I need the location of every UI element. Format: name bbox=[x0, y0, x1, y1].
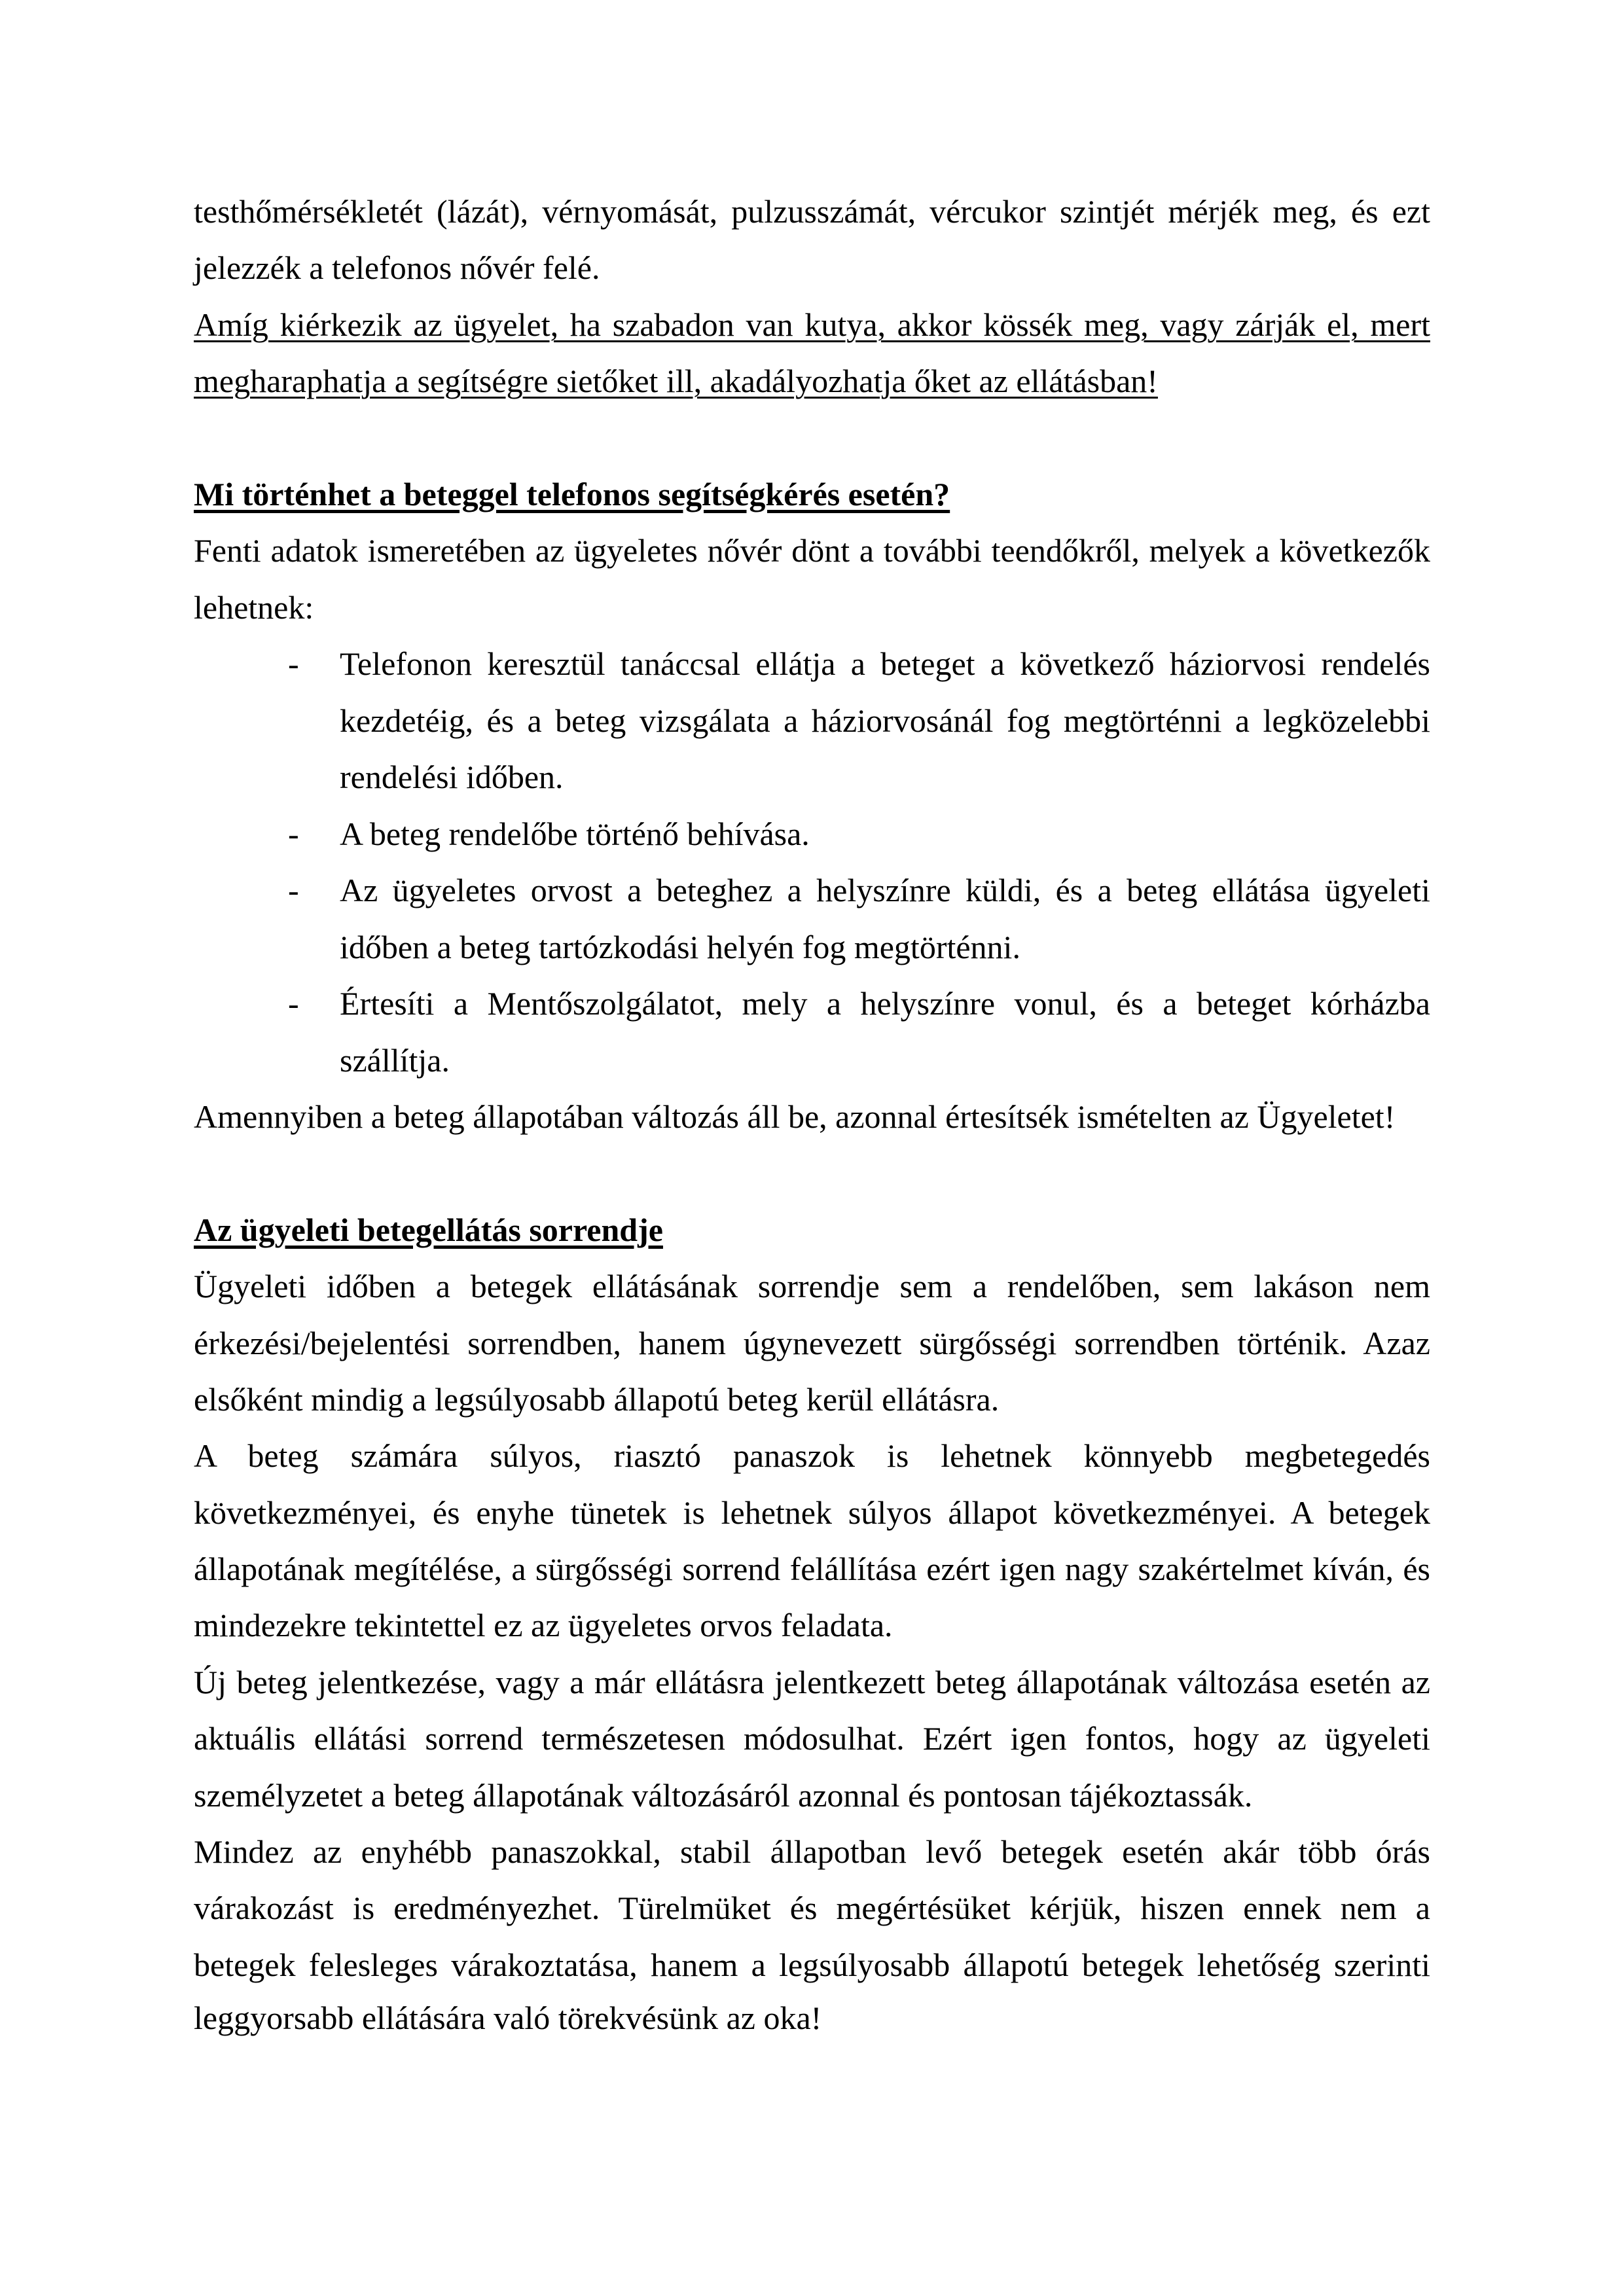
section1-intro-line-2: lehetnek: bbox=[194, 589, 314, 626]
paragraph-4-line-1: Mindez az enyhébb panaszokkal, stabil állapotban levő betegek esetén akár több órás bbox=[194, 1833, 1430, 1870]
paragraph-3-line-3: személyzetet a beteg állapotának változásáról azonnal és pontosan tájékoztassák. bbox=[194, 1777, 1253, 1814]
warning-text-2: megharaphatja a segítségre sietőket ill, akadályozhatja őket az ellátásban! bbox=[194, 363, 1158, 399]
paragraph-2-line-1: A beteg számára súlyos, riasztó panaszok is lehetnek könnyebb megbetegedés bbox=[194, 1437, 1430, 1474]
paragraph-2-line-3: állapotának megítélése, a sürgősségi sorrend felállítása ezért igen nagy szakértelmet kíván, és bbox=[194, 1551, 1430, 1587]
paragraph-1-line-1: Ügyeleti időben a betegek ellátásának sorrendje sem a rendelőben, sem lakáson nem bbox=[194, 1268, 1430, 1304]
section1-intro-line-1: Fenti adatok ismeretében az ügyeletes nővér dönt a további teendőkről, melyek a következők bbox=[194, 532, 1430, 569]
paragraph-1-line-2: érkezési/bejelentési sorrendben, hanem úgynevezett sürgősségi sorrendben történik. Azaz bbox=[194, 1325, 1430, 1361]
warning-line-1 bbox=[194, 296, 1430, 353]
list-bullet-dash: - bbox=[288, 872, 299, 908]
list-item-1-line-3: rendelési időben. bbox=[340, 759, 564, 795]
warning-line-2 bbox=[194, 353, 1430, 409]
list-item-2-line-1: A beteg rendelőbe történő behívása. bbox=[340, 816, 810, 852]
list-item-4-line-2: szállítja. bbox=[340, 1042, 450, 1079]
list-bullet-dash: - bbox=[288, 985, 299, 1022]
paragraph-4-line-2: várakozást is eredményezhet. Türelmüket és megértésüket kérjük, hiszen ennek nem a bbox=[194, 1890, 1430, 1926]
paragraph-1-line-3: elsőként mindig a legsúlyosabb állapotú beteg kerül ellátásra. bbox=[194, 1381, 1000, 1418]
paragraph-3-line-1: Új beteg jelentkezése, vagy a már ellátásra jelentkezett beteg állapotának változása esetén az bbox=[194, 1664, 1430, 1700]
section-heading-telephone bbox=[194, 466, 1430, 522]
intro-line-1: testhőmérsékletét (lázát), vérnyomását, pulzusszámát, vércukor szintjét mérjék meg, és ezt bbox=[194, 193, 1430, 230]
section1-closing: Amennyiben a beteg állapotában változás áll be, azonnal értesítsék ismételten az Ügyeletet! bbox=[194, 1098, 1396, 1135]
list-bullet-dash: - bbox=[288, 816, 299, 852]
paragraph-2-line-4: mindezekre tekintettel ez az ügyeletes orvos feladata. bbox=[194, 1607, 893, 1643]
list-bullet-dash: - bbox=[288, 645, 299, 682]
paragraph-3-line-2: aktuális ellátási sorrend természetesen módosulhat. Ezért igen fontos, hogy az ügyeleti bbox=[194, 1720, 1430, 1757]
section-heading-text: Mi történhet a beteggel telefonos segítségkérés esetén? bbox=[194, 476, 950, 512]
paragraph-4-line-3: betegek felesleges várakoztatása, hanem a legsúlyosabb állapotú betegek lehetőség szerinti bbox=[194, 1946, 1430, 1983]
paragraph-4-line-4: leggyorsabb ellátására való törekvésünk az oka! bbox=[194, 2000, 822, 2036]
list-item-3-line-2: időben a beteg tartózkodási helyén fog megtörténni. bbox=[340, 929, 1020, 965]
intro-line-2: jelezzék a telefonos nővér felé. bbox=[194, 249, 600, 286]
section-heading-order bbox=[194, 1202, 1430, 1258]
list-item-1-line-1: Telefonon keresztül tanáccsal ellátja a beteget a következő háziorvosi rendelés bbox=[340, 645, 1430, 682]
list-item-4-line-1: Értesíti a Mentőszolgálatot, mely a helyszínre vonul, és a beteget kórházba bbox=[340, 985, 1430, 1022]
list-item-3-line-1: Az ügyeletes orvost a beteghez a helyszínre küldi, és a beteg ellátása ügyeleti bbox=[340, 872, 1430, 908]
section-heading-text: Az ügyeleti betegellátás sorrendje bbox=[194, 1211, 663, 1248]
warning-text-1: Amíg kiérkezik az ügyelet, ha szabadon van kutya, akkor kössék meg, vagy zárják el, mert bbox=[194, 306, 1430, 343]
list-item-1-line-2: kezdetéig, és a beteg vizsgálata a háziorvosánál fog megtörténni a legközelebbi bbox=[340, 702, 1430, 739]
paragraph-2-line-2: következményei, és enyhe tünetek is lehetnek súlyos állapot következményei. A betegek bbox=[194, 1494, 1430, 1531]
